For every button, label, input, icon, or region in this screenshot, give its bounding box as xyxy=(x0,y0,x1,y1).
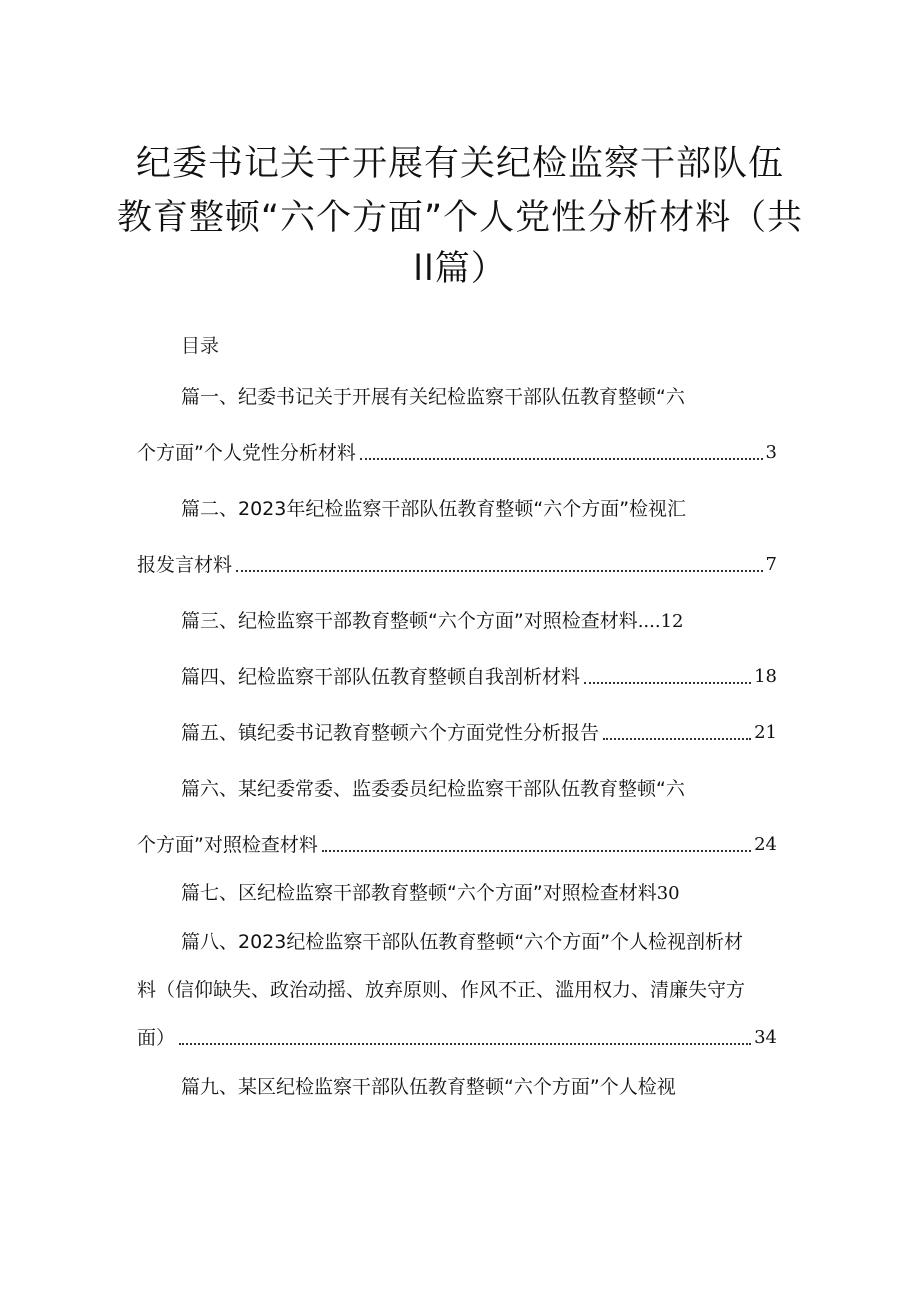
toc-entry-1-text: 个方面”个人党性分析材料 xyxy=(137,442,356,464)
toc-entry-6-line-2[interactable] xyxy=(137,832,777,858)
document-title-line-3: ll篇） xyxy=(413,249,507,289)
toc-entry-3[interactable] xyxy=(181,608,684,635)
toc-entry-7[interactable] xyxy=(181,880,680,907)
toc-entry-6-text: 个方面”对照检查材料 xyxy=(137,834,318,856)
toc-entry-7-page: 30 xyxy=(656,883,680,904)
toc-entry-8-page: 34 xyxy=(754,1027,777,1048)
toc-entry-3-page: 12 xyxy=(660,611,684,632)
toc-entry-6-page: 24 xyxy=(754,834,777,855)
toc-entry-6-line-1[interactable]: 篇六、某纪委常委、监委委员纪检监察干部队伍教育整顿“六 xyxy=(181,778,685,800)
toc-entry-2-page: 7 xyxy=(765,554,777,575)
toc-entry-1-line-1[interactable]: 篇一、纪委书记关于开展有关纪检监察干部队伍教育整顿“六 xyxy=(181,386,685,408)
toc-entry-7-text: 篇七、区纪检监察干部教育整顿“六个方面”对照检查材料 xyxy=(181,882,657,904)
toc-entry-4-page: 18 xyxy=(754,666,777,687)
document-title-line-1: 纪委书记关于开展有关纪检监察干部队伍 xyxy=(135,144,784,184)
dot-leader xyxy=(584,682,751,684)
toc-entry-8-line-2[interactable]: 料（信仰缺失、政治动摇、放弃原则、作风不正、滥用权力、清廉失守方 xyxy=(137,979,746,1001)
dot-leader xyxy=(236,570,763,572)
dot-leader xyxy=(322,850,751,852)
toc-entry-9-line-1[interactable]: 篇九、某区纪检监察干部队伍教育整顿“六个方面”个人检视 xyxy=(181,1076,676,1098)
toc-entry-2-text: 报发言材料 xyxy=(137,554,233,576)
dot-leader xyxy=(603,738,751,740)
toc-entry-5[interactable] xyxy=(181,720,777,746)
toc-entry-1-page: 3 xyxy=(765,442,777,463)
dot-leader xyxy=(360,458,763,460)
toc-entry-1-line-2[interactable] xyxy=(137,440,777,466)
toc-entry-8-line-3[interactable] xyxy=(137,1025,777,1051)
toc-entry-4-text: 篇四、纪检监察干部队伍教育整顿自我剖析材料 xyxy=(181,666,581,688)
toc-heading: 目录 xyxy=(181,335,220,357)
toc-entry-3-text: 篇三、纪检监察干部教育整顿“六个方面”对照检查材料 xyxy=(181,610,638,632)
toc-entry-8-line-1[interactable]: 篇八、2023纪检监察干部队伍教育整顿“六个方面”个人检视剖析材 xyxy=(181,931,744,953)
toc-entry-3-leader: .... xyxy=(637,611,661,632)
toc-entry-2-line-1[interactable]: 篇二、2023年纪检监察干部队伍教育整顿“六个方面”检视汇 xyxy=(181,498,687,520)
toc-entry-2-line-2[interactable] xyxy=(137,552,777,578)
toc-entry-5-text: 篇五、镇纪委书记教育整顿六个方面党性分析报告 xyxy=(181,722,600,744)
dot-leader xyxy=(179,1043,751,1045)
document-title-line-2: 教育整顿“六个方面”个人党性分析材料（共 xyxy=(116,198,804,238)
toc-entry-5-page: 21 xyxy=(754,722,777,743)
toc-entry-8-text: 面） xyxy=(137,1027,176,1049)
toc-entry-4[interactable] xyxy=(181,664,777,690)
